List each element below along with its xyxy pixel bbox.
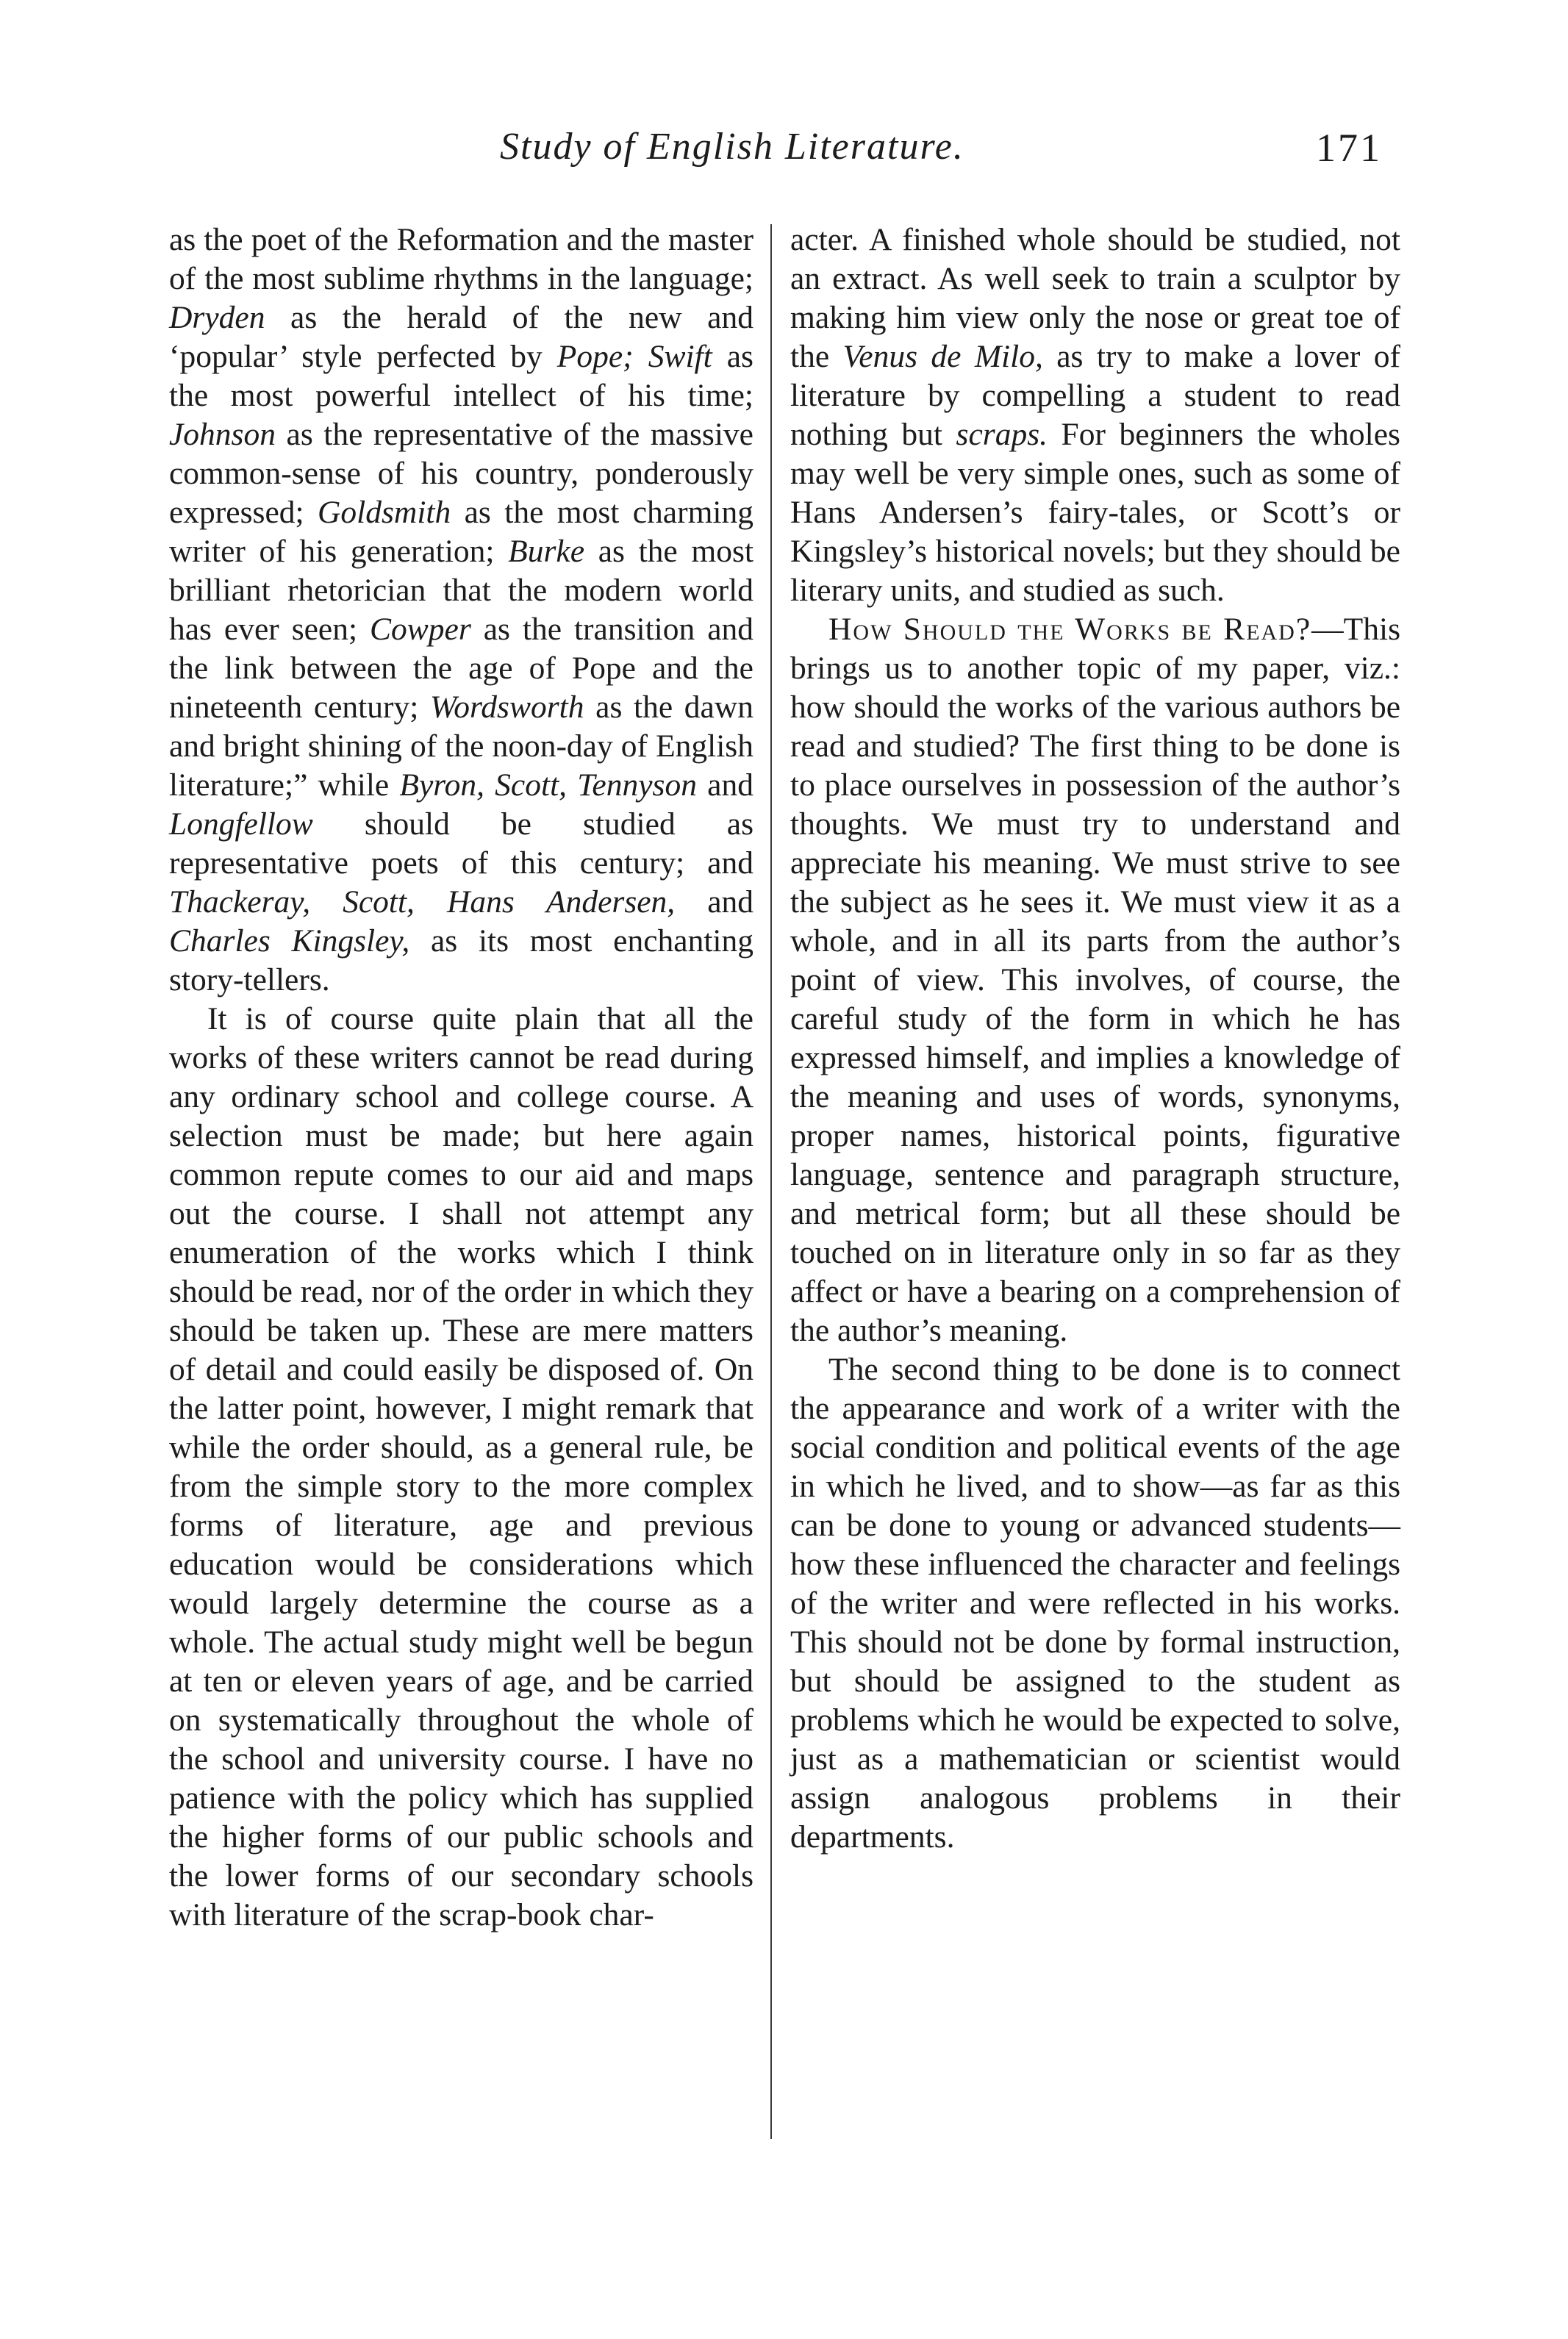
text-run: as the transition and the link between the age of Pope and the nineteenth century;: [169, 612, 753, 725]
text-run: as the poet of the Reformation and the master of the most sublime rhythms in the language;: [169, 222, 753, 296]
paragraph-poets-list: [169, 221, 753, 1000]
text-run: should be studied as representative poets of this century; and: [169, 806, 753, 881]
italic-title: Venus de Milo,: [842, 339, 1043, 374]
paragraph-wholes: [790, 221, 1400, 610]
running-title: Study of English Literature.: [500, 126, 964, 168]
author-name: Longfellow: [169, 806, 313, 842]
author-name: Pope; Swift: [556, 339, 712, 374]
text-run: For beginners the wholes may well be very simple ones, such as some of Hans Andersen’s fairy-tales, or Scott’s or Kingsley’s historical novels; but they should be literary units, and studied as such.: [790, 417, 1400, 608]
text-run: —This brings us to another topic of my paper, viz.: how should the works of the various authors be read and studied? The first thing to be done is to place ourselves in possession of the author’s thoughts. We must try to understand and appreciate his meaning. We must strive to see the subject as he sees it. We must view it as a whole, and in all its parts from the author’s point of view. This involves, of course, the careful study of the form in which he has expressed himself, and implies a knowledge of the meaning and uses of words, synonyms, proper names, historical points, figurative language, sentence and paragraph structure, and metrical form; but all these should be touched on in literature only in so far as they affect or have a bearing on a comprehension of the author’s meaning.: [790, 612, 1400, 1348]
running-head: [0, 125, 1568, 191]
text-run: as the most powerful intellect of his time;: [169, 339, 753, 413]
section-heading: How Should the Works be Read?: [828, 612, 1312, 647]
text-run: as try to make a lover of literature by compelling a student to read nothing but: [790, 339, 1400, 452]
author-name: Johnson: [169, 417, 276, 452]
author-name: Cowper: [370, 612, 471, 647]
author-name: Burke: [508, 534, 585, 569]
author-name: Wordsworth: [429, 689, 584, 725]
paragraph-second-thing: The second thing to be done is to connect the appearance and work of a writer with the social condition and political events of the age in which he lived, and to show—as far as this can be done to young or advanced students—how these influenced the character and feelings of the writer and were reflected in his works. This should not be done by formal instruction, but should be assigned to the student as problems which he would be expected to solve, just as a mathematician or scientist would assign analogous problems in their departments.: [790, 1352, 1400, 1855]
right-column: [790, 221, 1400, 1857]
text-run: as the most charming writer of his generation;: [169, 495, 753, 569]
italic-word: scraps.: [956, 417, 1048, 452]
column-divider: [770, 224, 772, 2139]
author-name: Charles Kingsley,: [169, 923, 410, 959]
paragraph-how-read: [790, 610, 1400, 1350]
author-name: Goldsmith: [317, 495, 451, 530]
text-run: as its most enchanting story-tellers.: [169, 923, 753, 997]
author-name: Dryden: [169, 300, 265, 335]
text-run: and: [696, 767, 753, 803]
author-name: Thackeray, Scott, Hans Andersen,: [169, 884, 676, 920]
text-run: acter. A finished whole should be studied, not an extract. As well seek to train a sculptor by making him view only the nose or great toe of the: [790, 222, 1400, 374]
text-run: as the dawn and bright shining of the noon-day of English literature;” while: [169, 689, 754, 803]
paragraph-selection: It is of course quite plain that all the works of these writers cannot be read during any ordinary school and college course. A selection must be made; but here again common repute comes to our aid and maps out the course. I shall not attempt any enumeration of the works which I think should be read, nor of the order in which they should be taken up. These are mere matters of detail and could easily be disposed of. On the latter point, however, I might remark that while the order should, as a general rule, be from the simple story to the more complex forms of literature, age and previous education would be considerations which would largely determine the course as a whole. The actual study might well be begun at ten or eleven years of age, and be carried on systematically throughout the whole of the school and university course. I have no patience with the policy which has supplied the higher forms of our public schools and the lower forms of our secondary schools with literature of the scrap-book char-: [169, 1001, 753, 1933]
author-name: Byron, Scott, Tennyson: [399, 767, 697, 803]
text-run: as the representative of the massive common-sense of his country, ponderously expressed;: [169, 417, 753, 530]
text-run: as the herald of the new and ‘popular’ style perfected by: [169, 300, 753, 374]
text-run: as the most brilliant rhetorician that the modern world has ever seen;: [169, 534, 754, 647]
left-column: [169, 221, 753, 1935]
page-number: 171: [1316, 126, 1382, 170]
text-run: and: [675, 884, 754, 920]
